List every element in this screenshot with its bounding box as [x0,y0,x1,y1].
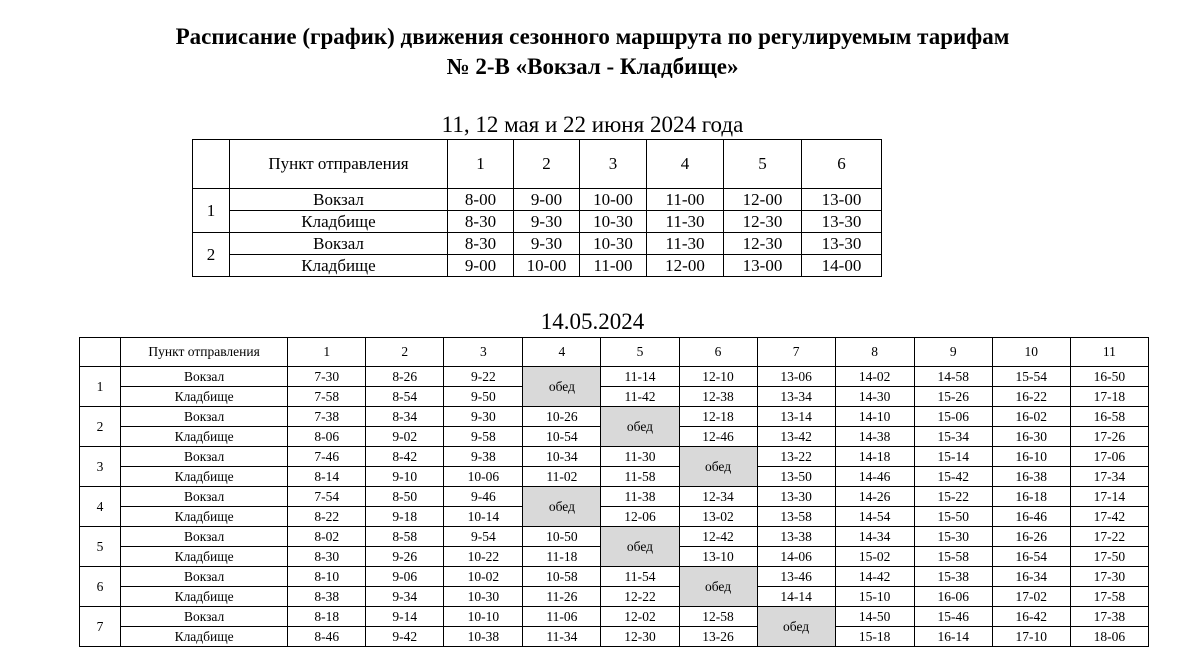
departure-time-cell: 15-10 [835,587,914,607]
departure-time-cell: 14-34 [835,527,914,547]
departure-time-cell: 13-30 [802,233,882,255]
departure-time-cell: 15-06 [914,407,992,427]
departure-time-cell: 17-38 [1070,607,1148,627]
departure-time-cell: 17-14 [1070,487,1148,507]
lunch-break-cell: обед [679,447,757,487]
departure-time-cell: 8-26 [366,367,444,387]
departure-time-cell: 11-38 [601,487,679,507]
stop-name-cell: Кладбище [121,427,288,447]
trip-number-header: 6 [802,140,882,189]
departure-time-cell: 9-30 [444,407,523,427]
departure-time-cell: 17-42 [1070,507,1148,527]
departure-time-cell: 12-18 [679,407,757,427]
departure-time-cell: 17-06 [1070,447,1148,467]
bus-number-cell: 1 [80,367,121,407]
departure-time-cell: 13-50 [757,467,835,487]
bus-number-cell: 7 [80,607,121,647]
departure-time-cell: 16-10 [992,447,1070,467]
departure-time-cell: 17-10 [992,627,1070,647]
stop-name-cell: Кладбище [121,587,288,607]
departure-time-cell: 12-06 [601,507,679,527]
departure-time-cell: 9-58 [444,427,523,447]
trip-number-header: 10 [992,338,1070,367]
departure-time-cell: 11-00 [647,189,724,211]
table-row [80,587,1149,607]
departure-time-cell: 9-18 [366,507,444,527]
departure-time-cell: 13-42 [757,427,835,447]
departure-time-cell: 8-00 [448,189,514,211]
departure-time-cell: 11-26 [523,587,601,607]
departure-time-cell: 9-46 [444,487,523,507]
departure-time-cell: 16-54 [992,547,1070,567]
departure-time-cell: 12-02 [601,607,679,627]
table-row [80,527,1149,547]
departure-time-cell: 16-42 [992,607,1070,627]
stop-name-cell: Вокзал [121,607,288,627]
bus-number-cell: 5 [80,527,121,567]
table-row [193,211,882,233]
departure-time-cell: 13-30 [802,211,882,233]
departure-time-cell: 9-54 [444,527,523,547]
departure-time-cell: 9-34 [366,587,444,607]
departure-time-cell: 8-50 [366,487,444,507]
departure-time-cell: 13-26 [679,627,757,647]
table-row [80,367,1149,387]
table-row [80,487,1149,507]
departure-time-cell: 11-54 [601,567,679,587]
lunch-break-cell: обед [523,367,601,407]
departure-time-cell: 15-38 [914,567,992,587]
departure-time-cell: 15-58 [914,547,992,567]
departure-time-cell: 9-06 [366,567,444,587]
departure-time-cell: 13-30 [757,487,835,507]
trip-number-header: 3 [580,140,647,189]
departure-time-cell: 7-46 [288,447,366,467]
trip-number-header: 2 [514,140,580,189]
departure-time-cell: 14-18 [835,447,914,467]
departure-time-cell: 13-10 [679,547,757,567]
departure-time-cell: 7-54 [288,487,366,507]
corner-cell [193,140,230,189]
table-row [193,255,882,277]
departure-time-cell: 10-22 [444,547,523,567]
stop-name-cell: Кладбище [230,255,448,277]
stop-name-cell: Кладбище [121,467,288,487]
departure-time-cell: 9-02 [366,427,444,447]
departure-time-cell: 12-30 [724,211,802,233]
departure-time-cell: 16-18 [992,487,1070,507]
departure-time-cell: 14-14 [757,587,835,607]
trip-number-header: 6 [679,338,757,367]
departure-time-cell: 7-58 [288,387,366,407]
bus-number-cell: 2 [193,233,230,277]
departure-time-cell: 10-58 [523,567,601,587]
departure-time-cell: 9-14 [366,607,444,627]
departure-time-cell: 17-30 [1070,567,1148,587]
departure-time-cell: 8-54 [366,387,444,407]
departure-time-cell: 8-18 [288,607,366,627]
departure-time-cell: 12-00 [724,189,802,211]
departure-time-cell: 10-30 [580,211,647,233]
departure-time-cell: 9-30 [514,233,580,255]
departure-time-cell: 10-10 [444,607,523,627]
table-row [80,467,1149,487]
stop-name-cell: Вокзал [121,367,288,387]
trip-number-header: 5 [601,338,679,367]
bus-number-cell: 3 [80,447,121,487]
departure-time-cell: 12-22 [601,587,679,607]
header-row [80,338,1149,367]
stop-name-cell: Вокзал [121,527,288,547]
departure-time-cell: 13-34 [757,387,835,407]
departure-time-cell: 11-14 [601,367,679,387]
table-row [193,189,882,211]
departure-time-cell: 12-46 [679,427,757,447]
departure-time-cell: 7-30 [288,367,366,387]
trip-number-header: 2 [366,338,444,367]
bus-number-cell: 1 [193,189,230,233]
document-title [0,22,1185,82]
departure-time-cell: 13-58 [757,507,835,527]
stop-name-cell: Вокзал [121,447,288,467]
departure-time-cell: 17-26 [1070,427,1148,447]
departure-time-cell: 8-30 [448,211,514,233]
lunch-break-cell: обед [523,487,601,527]
departure-time-cell: 10-02 [444,567,523,587]
departure-time-cell: 15-42 [914,467,992,487]
departure-time-cell: 14-26 [835,487,914,507]
departure-time-cell: 14-42 [835,567,914,587]
departure-time-cell: 17-22 [1070,527,1148,547]
departure-time-cell: 11-02 [523,467,601,487]
stop-name-cell: Кладбище [230,211,448,233]
departure-time-cell: 15-54 [992,367,1070,387]
schedule2-heading: 14.05.2024 [540,309,645,334]
trip-number-header: 11 [1070,338,1148,367]
lunch-break-cell: обед [757,607,835,647]
departure-time-cell: 17-58 [1070,587,1148,607]
lunch-break-cell: обед [679,567,757,607]
table-row [193,233,882,255]
stop-name-cell: Вокзал [230,189,448,211]
departure-time-cell: 11-42 [601,387,679,407]
trip-number-header: 1 [288,338,366,367]
departure-time-cell: 12-38 [679,387,757,407]
departure-time-cell: 14-46 [835,467,914,487]
departure-time-cell: 7-38 [288,407,366,427]
departure-time-cell: 13-02 [679,507,757,527]
departure-time-cell: 10-26 [523,407,601,427]
departure-time-cell: 16-26 [992,527,1070,547]
departure-time-cell: 11-00 [580,255,647,277]
departure-time-cell: 10-30 [580,233,647,255]
departure-time-cell: 11-30 [601,447,679,467]
departure-time-cell: 8-30 [448,233,514,255]
departure-time-cell: 8-10 [288,567,366,587]
departure-time-cell: 11-34 [523,627,601,647]
departure-time-cell: 13-06 [757,367,835,387]
bus-number-cell: 6 [80,567,121,607]
stop-name-cell: Вокзал [121,567,288,587]
departure-time-cell: 14-00 [802,255,882,277]
point-header: Пункт отправления [230,140,448,189]
header-row [193,140,882,189]
departure-time-cell: 17-02 [992,587,1070,607]
departure-time-cell: 16-22 [992,387,1070,407]
bus-number-cell: 4 [80,487,121,527]
departure-time-cell: 12-30 [601,627,679,647]
departure-time-cell: 9-38 [444,447,523,467]
departure-time-cell: 16-38 [992,467,1070,487]
trip-number-header: 4 [647,140,724,189]
departure-time-cell: 17-34 [1070,467,1148,487]
trip-number-header: 5 [724,140,802,189]
table-row [80,627,1149,647]
table-row [80,567,1149,587]
departure-time-cell: 15-30 [914,527,992,547]
departure-time-cell: 10-54 [523,427,601,447]
departure-time-cell: 15-26 [914,387,992,407]
departure-time-cell: 15-14 [914,447,992,467]
departure-time-cell: 10-06 [444,467,523,487]
departure-time-cell: 14-50 [835,607,914,627]
stop-name-cell: Кладбище [121,387,288,407]
stop-name-cell: Кладбище [121,627,288,647]
departure-time-cell: 17-50 [1070,547,1148,567]
schedule2-table [79,337,1149,647]
departure-time-cell: 15-02 [835,547,914,567]
departure-time-cell: 8-06 [288,427,366,447]
departure-time-cell: 16-34 [992,567,1070,587]
trip-number-header: 4 [523,338,601,367]
departure-time-cell: 12-34 [679,487,757,507]
departure-time-cell: 16-14 [914,627,992,647]
departure-time-cell: 16-06 [914,587,992,607]
departure-time-cell: 9-42 [366,627,444,647]
departure-time-cell: 15-22 [914,487,992,507]
corner-cell [80,338,121,367]
departure-time-cell: 8-38 [288,587,366,607]
departure-time-cell: 13-46 [757,567,835,587]
table-row [80,407,1149,427]
departure-time-cell: 10-38 [444,627,523,647]
departure-time-cell: 10-00 [514,255,580,277]
departure-time-cell: 14-58 [914,367,992,387]
departure-time-cell: 13-14 [757,407,835,427]
trip-number-header: 1 [448,140,514,189]
schedule1-heading: 11, 12 мая и 22 июня 2024 года [441,112,744,137]
departure-time-cell: 10-34 [523,447,601,467]
departure-time-cell: 15-50 [914,507,992,527]
lunch-break-cell: обед [601,407,679,447]
departure-time-cell: 9-22 [444,367,523,387]
departure-time-cell: 10-30 [444,587,523,607]
stop-name-cell: Кладбище [121,507,288,527]
stop-name-cell: Вокзал [230,233,448,255]
departure-time-cell: 9-10 [366,467,444,487]
trip-number-header: 9 [914,338,992,367]
departure-time-cell: 14-54 [835,507,914,527]
table-row [80,507,1149,527]
departure-time-cell: 8-30 [288,547,366,567]
departure-time-cell: 14-02 [835,367,914,387]
departure-time-cell: 14-30 [835,387,914,407]
title-line-2: № 2-В «Вокзал - Кладбище» [446,54,739,79]
departure-time-cell: 15-34 [914,427,992,447]
departure-time-cell: 14-06 [757,547,835,567]
lunch-break-cell: обед [601,527,679,567]
title-line-1: Расписание (график) движения сезонного маршрута по регулируемым тарифам [175,24,1010,49]
departure-time-cell: 9-26 [366,547,444,567]
departure-time-cell: 12-30 [724,233,802,255]
departure-time-cell: 12-42 [679,527,757,547]
departure-time-cell: 8-46 [288,627,366,647]
departure-time-cell: 16-02 [992,407,1070,427]
departure-time-cell: 8-22 [288,507,366,527]
table-row [80,447,1149,467]
departure-time-cell: 14-38 [835,427,914,447]
departure-time-cell: 8-14 [288,467,366,487]
table-row [80,607,1149,627]
departure-time-cell: 14-10 [835,407,914,427]
departure-time-cell: 17-18 [1070,387,1148,407]
point-header: Пункт отправления [121,338,288,367]
departure-time-cell: 16-50 [1070,367,1148,387]
table-row [80,387,1149,407]
departure-time-cell: 8-42 [366,447,444,467]
departure-time-cell: 13-00 [724,255,802,277]
departure-time-cell: 8-34 [366,407,444,427]
departure-time-cell: 11-58 [601,467,679,487]
departure-time-cell: 13-38 [757,527,835,547]
departure-time-cell: 12-10 [679,367,757,387]
schedule1-table [192,139,882,277]
trip-number-header: 7 [757,338,835,367]
departure-time-cell: 10-00 [580,189,647,211]
departure-time-cell: 11-18 [523,547,601,567]
departure-time-cell: 9-30 [514,211,580,233]
departure-time-cell: 18-06 [1070,627,1148,647]
departure-time-cell: 9-50 [444,387,523,407]
departure-time-cell: 13-00 [802,189,882,211]
departure-time-cell: 16-58 [1070,407,1148,427]
departure-time-cell: 10-50 [523,527,601,547]
departure-time-cell: 16-30 [992,427,1070,447]
trip-number-header: 8 [835,338,914,367]
departure-time-cell: 16-46 [992,507,1070,527]
departure-time-cell: 15-18 [835,627,914,647]
departure-time-cell: 12-58 [679,607,757,627]
departure-time-cell: 8-02 [288,527,366,547]
departure-time-cell: 8-58 [366,527,444,547]
departure-time-cell: 12-00 [647,255,724,277]
bus-number-cell: 2 [80,407,121,447]
departure-time-cell: 13-22 [757,447,835,467]
departure-time-cell: 11-30 [647,211,724,233]
departure-time-cell: 15-46 [914,607,992,627]
departure-time-cell: 11-30 [647,233,724,255]
stop-name-cell: Вокзал [121,487,288,507]
stop-name-cell: Вокзал [121,407,288,427]
departure-time-cell: 9-00 [514,189,580,211]
departure-time-cell: 11-06 [523,607,601,627]
trip-number-header: 3 [444,338,523,367]
stop-name-cell: Кладбище [121,547,288,567]
departure-time-cell: 9-00 [448,255,514,277]
departure-time-cell: 10-14 [444,507,523,527]
